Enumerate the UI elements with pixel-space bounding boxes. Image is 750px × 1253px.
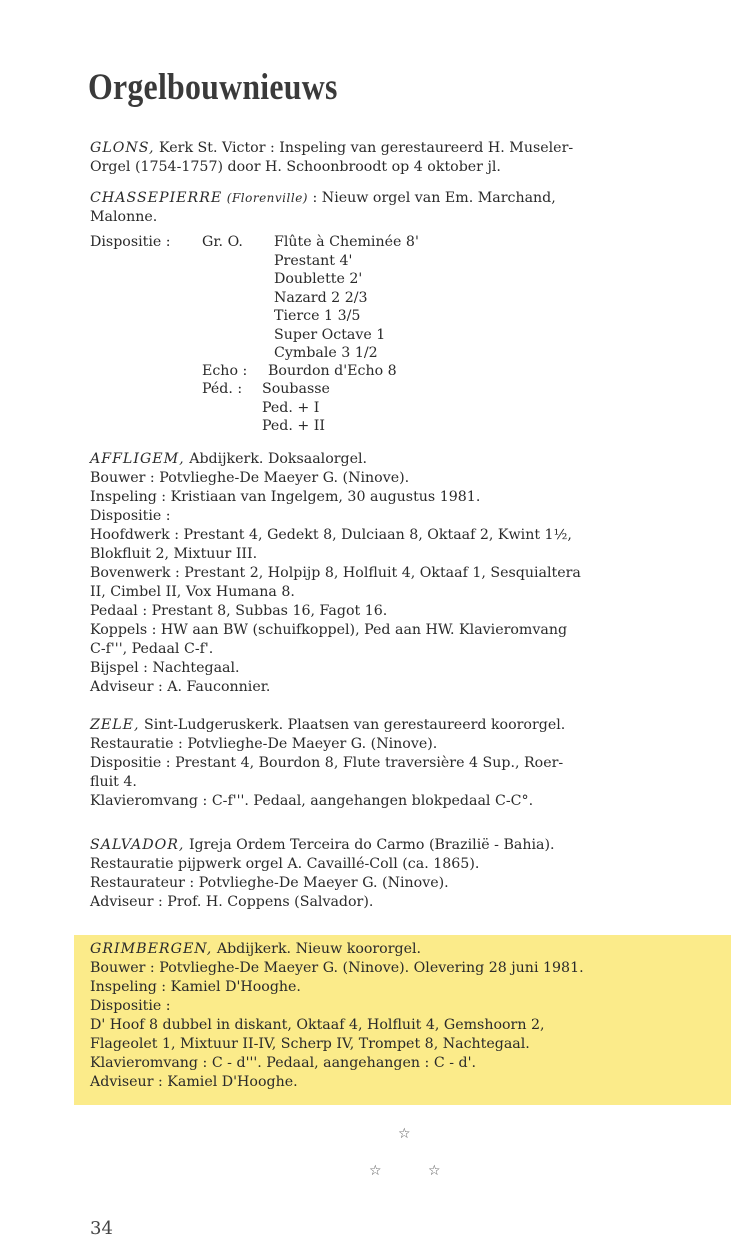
text-line: Klavieromvang : C-f'''. Pedaal, aangehangen blokpedaal C-C°. [90,793,534,809]
entry-heading: Sint-Ludgeruskerk. Plaatsen van gerestaureerd koororgel. [144,717,566,733]
place-name: CHASSEPIERRE [90,190,223,206]
text-line: Orgel (1754-1757) door H. Schoonbroodt op 4 oktober jl. [90,159,501,175]
text-line: Malonne. [90,209,158,225]
text-line: Dispositie : Prestant 4, Bourdon 8, Flute traversière 4 Sup., Roer- [90,755,564,771]
place-name: SALVADOR, [90,837,185,853]
star-icon: ☆ [369,1163,382,1179]
text-line: Flageolet 1, Mixtuur II-IV, Scherp IV, Trompet 8, Nachtegaal. [90,1036,530,1052]
pedal-label: Péd. : [202,381,243,397]
text-line: Restauratie : Potvlieghe-De Maeyer G. (Ninove). [90,736,438,752]
entry-salvador [90,836,710,912]
text-line: II, Cimbel II, Vox Humana 8. [90,584,295,600]
page-title: Orgelbouwnieuws [88,67,338,108]
star-icon: ☆ [428,1163,441,1179]
text-line: Koppels : HW aan BW (schuifkoppel), Ped aan HW. Klavieromvang [90,622,568,638]
echo-label: Echo : [202,363,248,379]
text-line: Klavieromvang : C - d'''. Pedaal, aangehangen : C - d'. [90,1055,476,1071]
star-icon: ☆ [398,1126,411,1142]
text-line: Inspeling : Kamiel D'Hooghe. [90,979,301,995]
text-line: Pedaal : Prestant 8, Subbas 16, Fagot 16. [90,603,388,619]
place-subtitle: (Florenville) [226,191,308,205]
text-line: fluit 4. [90,774,137,790]
text-line: Inspeling : Kristiaan van Ingelgem, 30 augustus 1981. [90,489,481,505]
text-line: Restauratie pijpwerk orgel A. Cavaillé-Coll (ca. 1865). [90,856,480,872]
place-name: ZELE, [90,717,140,733]
text-line: Dispositie : [90,508,171,524]
text-line [90,139,710,158]
text-line: Adviseur : Prof. H. Coppens (Salvador). [90,894,374,910]
pedal-stop: Ped. + II [262,418,326,434]
text-line: Dispositie : [90,998,171,1014]
text-line [90,450,710,469]
stop: Nazard 2 2/3 [274,289,368,306]
text-line: Bouwer : Potvlieghe-De Maeyer G. (Ninove). Olevering 28 juni 1981. [90,960,584,976]
place-name: AFFLIGEM, [90,451,185,467]
entry-line-text [90,139,573,158]
text-line: Blokfluit 2, Mixtuur III. [90,546,258,562]
entry-glons [90,139,710,177]
entry-heading: Igreja Ordem Terceira do Carmo (Brazilië - Bahia). [188,837,555,853]
text-line: D' Hoof 8 dubbel in diskant, Oktaaf 4, Holfluit 4, Gemshoorn 2, [90,1017,545,1033]
page-number: 34 [90,1218,113,1239]
text-line: Adviseur : Kamiel D'Hooghe. [90,1074,298,1090]
text-line [90,836,710,855]
entry-heading: Abdijkerk. Nieuw koororgel. [216,941,422,957]
great-organ-label: Gr. O. [202,234,243,250]
text-line: Hoofdwerk : Prestant 4, Gedekt 8, Dulciaan 8, Oktaaf 2, Kwint 1½, [90,527,572,543]
stop: Super Octave 1 [274,326,386,343]
text-line: Restaurateur : Potvlieghe-De Maeyer G. (Ninove). [90,875,449,891]
entry-text: Kerk St. Victor : Inspeling van gerestaureerd H. Museler- [159,140,574,156]
text-line [90,189,710,208]
text-line [90,716,710,735]
entry-zele [90,716,710,811]
text-line: Adviseur : A. Fauconnier. [90,679,271,695]
entry-heading: Abdijkerk. Doksaalorgel. [189,451,368,467]
echo-stop: Bourdon d'Echo 8 [268,363,397,379]
pedal-stop: Soubasse [262,381,330,397]
dispositie-label: Dispositie : [90,234,171,250]
text-line: Bouwer : Potvlieghe-De Maeyer G. (Ninove). [90,470,410,486]
entry-text: : Nieuw orgel van Em. Marchand, [312,190,556,206]
stop: Prestant 4' [274,252,353,269]
text-line: Bijspel : Nachtegaal. [90,660,240,676]
place-name: GRIMBERGEN, [90,941,213,957]
text-line [90,940,710,959]
text-line: Bovenwerk : Prestant 2, Holpijp 8, Holfluit 4, Oktaaf 1, Sesquialtera [90,565,581,581]
stop: Flûte à Cheminée 8' [274,234,419,250]
text-line: C-f''', Pedaal C-f'. [90,641,214,657]
great-organ-stops [274,233,419,363]
entry-grimbergen [90,940,710,1092]
entry-affligem [90,450,710,697]
pedal-stop: Ped. + I [262,400,320,416]
stop: Tierce 1 3/5 [274,308,361,324]
stop: Doublette 2' [274,271,363,287]
place-name: GLONS, [90,140,155,156]
entry-chassepierre [90,189,710,227]
stop: Cymbale 3 1/2 [274,345,378,361]
